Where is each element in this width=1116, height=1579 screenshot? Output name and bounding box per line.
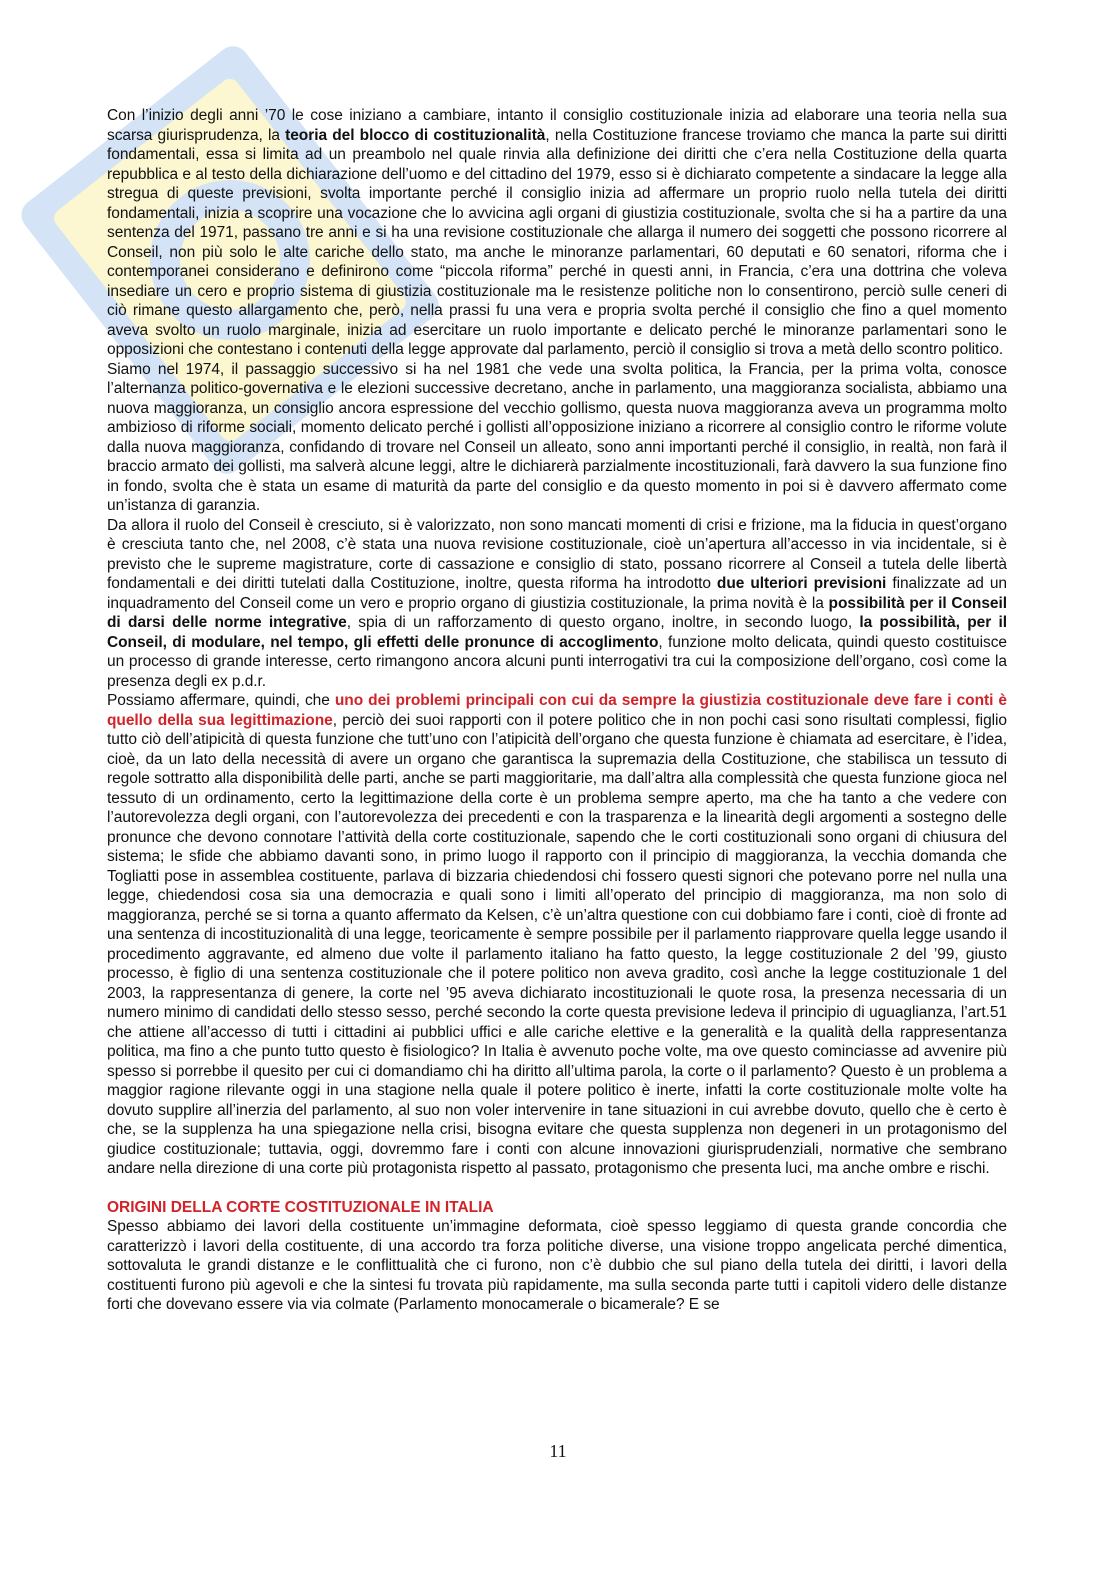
- highlighted-text-run: uno dei problemi principali con cui da sempre la giustizia costituzionale deve fare i conti è quello della sua legittimazione: [107, 692, 1008, 729]
- page-number: 11: [549, 1441, 567, 1461]
- bold-text-run: la possibilità, per il Conseil, di modulare, nel tempo, gli effetti delle pronunce di accoglimento: [107, 614, 1007, 651]
- paragraph-2: [107, 360, 1007, 516]
- section-paragraph: Spesso abbiamo dei lavori della costituente un’immagine deformata, cioè spesso leggiamo di questa grande concordia che caratterizzò i lavori della costituente, di una accordo tra forza politiche diverse, una visione troppo angelicata perché dimentica, sottovaluta le grandi distanze e le conflittualità che ci furono, non c’è dubbio che sul piano della tutela dei diritti, i lavori della costituenti furono più agevoli e che la sintesi fu trovata più rapidamente, ma sulla seconda parte tutti i capitoli videro delle distanze forti che dovevano essere via via colmate (Parlamento monocamerale o bicamerale? E se: [107, 1218, 1007, 1313]
- document-page: [107, 106, 1007, 1315]
- text-run: , nella Costituzione francese troviamo che manca la parte sui diritti fondamentali, essa si limita ad un preambolo nel quale rinvia alla definizione dei diritti che c’era nella Costituzione della quarta repubblica e al testo della dichiarazione dell’uomo e del cittadino del 1979, esso si è dichiarato competente a sindacare la legge alla stregua di queste previsioni, svolta importante perché il consiglio inizia ad affermare un proprio ruolo nella tutela dei diritti fondamentali, inizia a scoprire una vocazione che lo avvicina agli organi di giustizia costituzionale, svolta che si ha a partire da una sentenza del 1971, passano tre anni e si ha una revisione costituzionale che allarga il numero dei soggetti che possono ricorrere al Conseil, non più solo le alte cariche dello stato, ma anche le minoranze parlamentari, 60 deputati e 60 senatori, riforma che i contemporanei considerano e definirono come “piccola riforma” perché in questi anni, in Francia, c’era una dottrina che voleva insediare un cero e proprio sistema di giustizia costituzionale ma le resistenze politiche non lo consentirono, perciò sulle ceneri di ciò rimane questo allargamento che, però, nella prassi fu una vera e propria svolta perché il consiglio che fino a quel momento aveva svolto un ruolo marginale, inizia ad esercitare un ruolo importante e delicato perché le minoranze parlamentari sono le opposizioni che contestano i contenuti della legge approvate dal parlamento, perciò il consiglio si trova a metà dello scontro politico.: [107, 126, 1007, 358]
- paragraph-4: [107, 691, 1007, 1179]
- bold-text-run: due ulteriori previsioni: [716, 575, 887, 592]
- paragraph-1: [107, 106, 1007, 360]
- bold-text-run: teoria del blocco di costituzionalità: [285, 126, 546, 144]
- text-run: Da allora il ruolo del Conseil è cresciuto, si è valorizzato, non sono mancati momenti di crisi e frizione, ma la fiducia in quest’organo è cresciuta tanto che, nel 2008, c’è stata una nuova revisione costituzionale, cioè un’apertura all’accesso in via incidentale, si è previsto che le supreme magistrature, corte di cassazione e consiglio di stato, possano ricorrere al Conseil a tutela delle libertà fondamentali e dei diritti tutelati dalla Costituzione, inoltre, questa riforma ha introdotto: [107, 516, 1007, 592]
- text-run: finalizzate ad un inquadramento del Conseil come un vero e proprio organo di giustizia costituzionale, la prima novità è la: [107, 575, 1007, 612]
- section-heading: ORIGINI DELLA CORTE COSTITUZIONALE IN ITALIA: [107, 1198, 494, 1216]
- text-run: , spia di un rafforzamento di questo organo, inoltre, in secondo luogo,: [346, 614, 860, 631]
- text-run: , perciò dei suoi rapporti con il potere politico che in non pochi casi sono risultati complessi, figlio tutto ciò dell’atipicità di questa funzione che tutt’uno con l’atipicità dell’organo che questa funzione è chiamata ad esercitare, è l’idea, cioè, da un lato della necessità di avere un organo che garantisca la supremazia della Costituzione, che stabilisca un tessuto di regole sottratto alla disponibilità delle parti, anche se parti maggioritarie, ma dall’altra alla complessità che questa funzione gioca nel tessuto di un ordinamento, certo la legittimazione della corte è un problema sempre aperto, ma che ha tanto a che vedere con l’autorevolezza degli organi, con l’autorevolezza dei precedenti e con la trasparenza e la linearità degli argomenti a sostegno delle pronunce che devono connotare l’attività della corte costituzionale, sapendo che le corti costituzionali sono organi di chiusura del sistema; le sfide che abbiamo davanti sono, in primo luogo il rapporto con il principio di maggioranza, la vecchia domanda che Togliatti pose in assemblea costituente, parlava di bizzaria chiedendosi chi fossero questi signori che potevano porre nel nulla una legge, chiedendosi cosa sia una democrazia e quali sono i limiti all’operato del principio di maggioranza, ma non solo di maggioranza, perché se si torna a quanto affermato da Kelsen, c’è un’altra questione con cui dobbiamo fare i conti, cioè di fronte ad una sentenza di incostituzionalità di una legge, teoricamente è sempre possibile per il parlamento riapprovare quella legge usando il procedimento aggravante, ed almeno due volte il parlamento italiano ha fatto questo, la legge costituzionale 2 del ’99, giusto processo, è figlio di una sentenza costituzionale che il potere politico non aveva gradito, così anche la legge costituzionale 1 del 2003, la rappresentanza di genere, la corte nel ’95 aveva dichiarato incostituzionali le quote rosa, la presenza necessaria di un numero minimo di candidati dello stesso sesso, perché secondo la corte questa previsione ledeva il principio di uguaglianza, l’art.51 che attiene all’accesso di tutti i cittadini ai pubblici uffici e alle cariche elettive e la generalità e la qualità della rappresentanza politica, ma fino a che punto tutto questo è fisiologico? In Italia è avvenuto poche volte, ma ove questo cominciasse ad avvenire più spesso si porrebbe il quesito per cui ci domandiamo chi ha diritto all’ultima parola, la corte o il parlamento? Questo è un problema a maggior ragione rilevante oggi in una stagione nella quale il potere politico è inerte, infatti la corte costituzionale molte volte ha dovuto supplire all’inerzia del parlamento, al suo non voler intervenire in tane situazioni in cui avrebbe dovuto, quello che è certo è che, se la supplenza ha una spiegazione nella crisi, bisogna evitare che questa supplenza non degeneri in un protagonismo del giudice costituzionale; tuttavia, oggi, dovremmo fare i conti con alcune innovazioni giurisprudenziali, normative che sembrano andare nella direzione di una corte più protagonista rispetto al passato, protagonismo che presenta luci, ma anche ombre e rischi.: [107, 711, 1007, 1177]
- bold-text-run: possibilità per il Conseil di darsi delle norme integrative: [107, 594, 1007, 631]
- text-run: Possiamo affermare, quindi, che: [107, 692, 335, 709]
- text-run: Con l’inizio degli anni ’70 le cose iniziano a cambiare, intanto il consiglio costituzionale inizia ad elaborare una teoria nella sua scarsa giurisprudenza, la: [107, 107, 1007, 144]
- text-run: , funzione molto delicata, quindi questo costituisce un processo di grande interesse, certo rimangono ancora alcuni punti interrogativi tra cui la composizione dell’organo, così come la presenza degli ex p.d.r.: [107, 633, 1007, 690]
- paragraph-3: [107, 516, 1007, 692]
- section-spacer: [107, 1179, 1007, 1198]
- text-run: Siamo nel 1974, il passaggio successivo si ha nel 1981 che vede una svolta politica, la Francia, per la prima volta, conosce l’alternanza politico-governativa e le elezioni successive decretano, anche in parlamento, una maggioranza socialista, abbiamo una nuova maggioranza, un consiglio ancora espressione del vecchio gollismo, questa nuova maggioranza aveva un programma molto ambizioso di riforme sociali, momento delicato perché i gollisti all’opposizione iniziano a ricorrere al consiglio contro le riforme volute dalla nuova maggioranza, confidando di trovare nel Conseil un alleato, sono anni importanti perché il consiglio, in realtà, non farà il braccio armato dei gollisti, ma salverà alcune leggi, altre le dichiarerà parzialmente incostituzionali, farà davvero la sua funzione fino in fondo, svolta che è stata un esame di maturità da parte del consiglio e da questo momento in poi si è davvero affermato come un’istanza di garanzia.: [107, 360, 1007, 514]
